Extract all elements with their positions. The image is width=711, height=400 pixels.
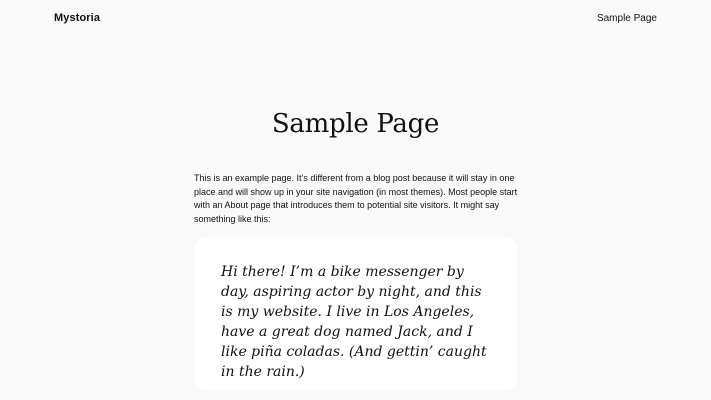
intro-paragraph: This is an example page. It’s different from a blog post because it will stay in one place and will show up in your site navigation (in most themes). Most people start with an About page that introduces them to potential site visitors. It might say something like this: [194, 173, 518, 224]
nav-link-sample-page[interactable]: Sample Page [596, 13, 657, 24]
site-header [0, 0, 711, 36]
quote-card [194, 237, 517, 390]
site-title-link[interactable]: Mystoria [54, 12, 101, 24]
page-title: Sample Page [271, 109, 440, 139]
quote-text: Hi there! I’m a bike messenger by day, aspiring actor by night, and this is my website. I live in Los Angeles, have a great dog named Jack, and I like piña coladas. (And gettin’ caught in the rain.) [221, 264, 487, 380]
